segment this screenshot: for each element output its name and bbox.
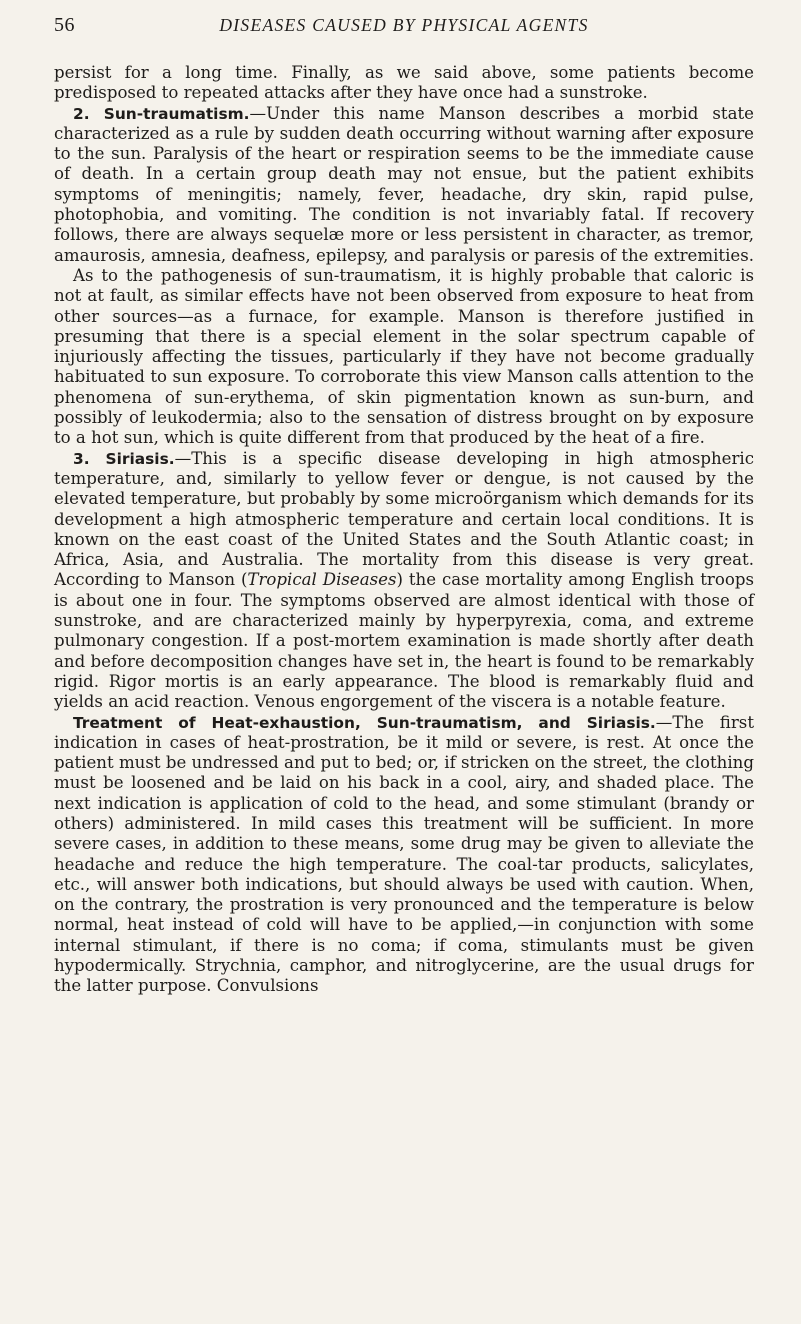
running-title: DISEASES CAUSED BY PHYSICAL AGENTS [219,15,589,35]
paragraph-text: As to the pathogenesis of sun-traumatism, it is highly probable that caloric is not at fault, as similar effects have not been observed from exposure to heat from other sources—as a furnace, for example. Manson is therefore justified in presuming that there is a special element in the solar spectrum capable of injuriously affecting the tissues, particularly if they have not become gradually habituated to sun exposure. To corroborate this view Manson calls attention to the phenomena of sun-erythema, of skin pigmentation known as sun-burn, and possibly of leukodermia; also to the sensation of distress brought on by exposure to a hot sun, which is quite different from that produced by the heat of a fire. [54,265,754,448]
paragraph-text: persist for a long time. Finally, as we said above, some patients become predisposed to repeated attacks after they have once had a sunstroke. [54,63,754,103]
running-head [54,14,754,44]
section-heading-sun-traumatism: 2. Sun-traumatism. [73,104,250,123]
paragraph-siriasis [54,449,754,713]
paragraph-text: ) the case mortality among English troops is about one in four. The symptoms observed are almost identical with those of sunstroke, and are characterized mainly by hyperpyrexia, coma, and extreme pulmonary congestion. If a post-mortem examination is made shortly after death and before decomposition changes have set in, the heart is found to be remarkably rigid. Rigor mortis is an early appearance. The blood is remarkably fluid and yields an acid reaction. Venous engorgement of the viscera is a notable feature. [54,570,755,712]
paragraph-continuation [54,63,754,104]
paragraph-sun-traumatism [54,104,754,266]
page-number: 56 [54,14,75,36]
paragraph-treatment [54,713,754,997]
paragraph-text: —This is a specific disease developing in high atmospheric temperature, and, similarly to yellow fever or dengue, is not caused by the elevated temperature, but probably by some microörganism which demands for its development a high atmospheric temperature and certain local conditions. It is known on the east coast of the United States and the South Atlantic coast; in Africa, Asia, and Australia. The mortality from this disease is very great. According to Manson ( [54,448,754,590]
paragraph-pathogenesis [54,266,754,449]
paragraph-text: —Under this name Manson describes a morbid state characterized as a rule by sudden death occurring without warning after exposure to the sun. Paralysis of the heart or respiration seems to be the immediate cause of death. In a certain group death may not ensue, but the patient exhibits symptoms of meningitis; namely, fever, headache, dry skin, rapid pulse, photophobia, and vomiting. The condition is not invariably fatal. If recovery follows, there are always sequelæ more or less persistent in character, as tremor, amaurosis, amnesia, deafness, epilepsy, and paralysis or paresis of the extremities. [54,103,754,265]
citation-title: Tropical Diseases [247,570,397,590]
book-page [54,14,754,997]
section-heading-siriasis: 3. Siriasis. [73,449,175,468]
paragraph-text: —The first indication in cases of heat-prostration, be it mild or severe, is rest. At once the patient must be undressed and put to bed; or, if stricken on the street, the clothing must be loosened and be laid on his back in a cool, airy, and shaded place. The next indication is application of cold to the head, and some stimulant (brandy or others) administered. In mild cases this treatment will be sufficient. In more severe cases, in addition to these means, some drug may be given to alleviate the headache and reduce the high temperature. The coal-tar products, salicylates, etc., will answer both indications, but should always be used with caution. When, on the contrary, the prostration is very pronounced and the temperature is below normal, heat instead of cold will have to be applied,—in conjunction with some internal stimulant, if there is no coma; if coma, stimulants must be given hypodermically. Strychnia, camphor, and nitroglycerine, are the usual drugs for the latter purpose. Convulsions [54,712,754,996]
body-text [54,63,754,997]
section-heading-treatment: Treatment of Heat-exhaustion, Sun-traumatism, and Siriasis. [73,713,656,732]
